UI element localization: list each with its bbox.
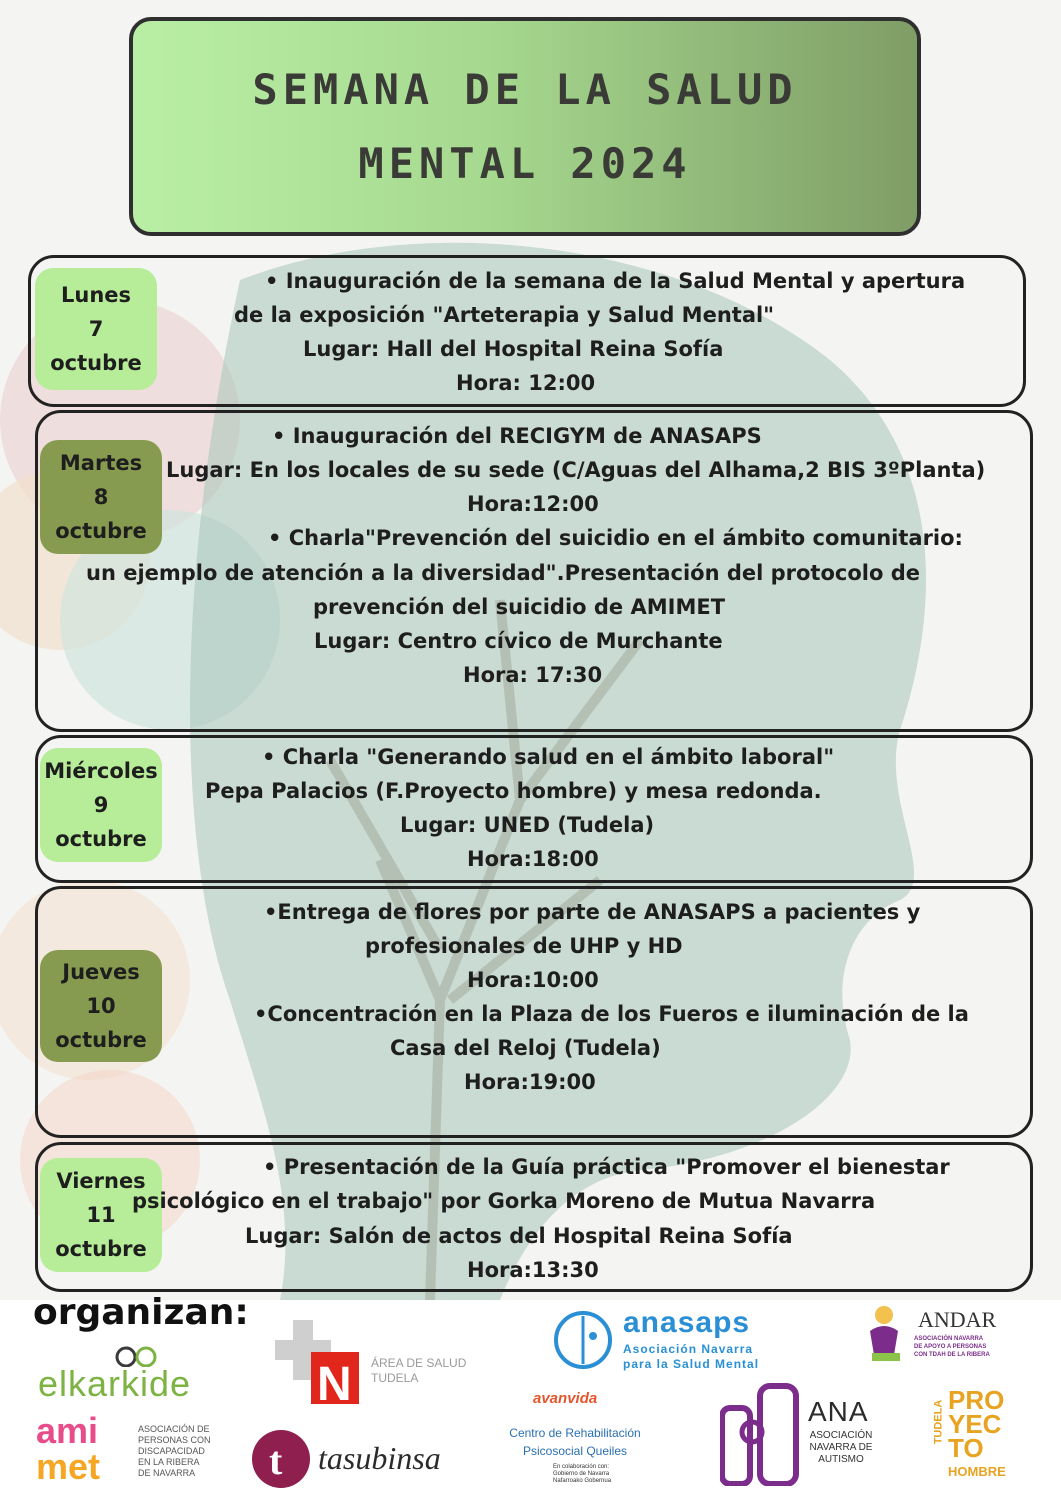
event-line: Hora: 17:30 [463,663,603,687]
anasaps-name: anasaps [623,1306,751,1339]
queiles-line: Psicosocial Queiles [522,1444,628,1458]
day-month: octubre [55,1237,147,1261]
andar-logo [862,1303,1012,1365]
day-number: 9 [93,793,109,817]
amimet-desc-line: EN LA RIBERA [138,1457,200,1467]
avanvida-name: avanvida [533,1390,598,1407]
proyecto-line: YEC [948,1409,1002,1439]
event-line: Pepa Palacios (F.Proyecto hombre) y mesa redonda. [205,779,822,803]
ana-desc [806,1430,876,1466]
govt-line: En colaboración con: [553,1464,610,1470]
andar-desc-line: CON TDAH DE LA RIBERA [914,1352,990,1358]
event-line: Hora:13:30 [467,1258,599,1282]
event-line: Lugar: Salón de actos del Hospital Reina Sofía [245,1224,793,1248]
proyecto-side: TUDELA [932,1399,945,1445]
title-banner [129,17,921,236]
ana-name: ANA [808,1396,869,1427]
area-salud-line: ÁREA DE SALUD [371,1356,467,1370]
event-line: Casa del Reloj (Tudela) [390,1036,661,1060]
svg-text:N: N [317,1358,352,1410]
andar-desc-line: DE APOYO A PERSONAS [914,1344,987,1350]
red-cross-icon [275,1320,365,1410]
event-line: • Charla "Generando salud en el ámbito laboral" [262,745,835,769]
event-line: Lugar: Centro cívico de Murchante [314,629,723,653]
event-line: Hora:12:00 [467,492,599,516]
elkarkide-logo [38,1345,228,1405]
proyecto-line: TO [948,1433,984,1463]
amimet-desc-line: DISCAPACIDAD [138,1446,205,1456]
event-line: Hora:10:00 [467,968,599,992]
day-badge-monday [35,268,157,390]
day-name: Jueves [62,960,140,984]
amimet-top: ami [36,1410,99,1451]
day-number: 11 [86,1203,116,1227]
day-badge-tuesday [40,440,162,554]
tasubinsa-logo [250,1428,470,1490]
amimet-bottom: met [36,1446,101,1487]
elkarkide-name: elkarkide [38,1363,192,1404]
day-month: octubre [55,827,147,851]
ana-desc-line: AUTISMO [818,1454,864,1465]
event-line: • Inauguración del RECIGYM de ANASAPS [272,424,762,448]
organizers-label: organizan: [33,1292,249,1333]
event-line: prevención del suicidio de AMIMET [313,595,726,619]
event-line: de la exposición "Arteterapia y Salud Mental" [234,303,775,327]
day-badge-wednesday [40,748,162,862]
area-salud-text [371,1356,466,1386]
day-name: Martes [59,451,143,475]
amimet-logo [36,1410,236,1490]
event-line: • Presentación de la Guía práctica "Promover el bienestar [263,1155,950,1179]
area-salud-logo [275,1320,495,1410]
tasubinsa-name: tasubinsa [318,1440,441,1476]
day-number: 8 [93,485,109,509]
amimet-desc-line: DE NAVARRA [138,1468,196,1478]
proyecto-hombre-logo [932,1385,1022,1490]
event-line: Lugar: Hall del Hospital Reina Sofía [303,337,724,361]
event-line: • Charla"Prevención del suicidio en el ámbito comunitario: [268,526,963,550]
queiles-text [495,1424,655,1460]
andar-desc-line: ASOCIACIÓN NAVARRA [914,1336,984,1342]
anasaps-face-icon [553,1310,613,1370]
anasaps-sub2: para la Salud Mental [623,1357,760,1371]
govt-line: Gobierno de Navarra [553,1471,610,1477]
event-line: psicológico en el trabajo" por Gorka Moreno de Mutua Navarra [132,1189,876,1213]
tasubinsa-emblem-icon [250,1428,312,1490]
amimet-desc-line: ASOCIACIÓN DE [138,1424,210,1434]
day-name: Miércoles [44,759,158,783]
proyecto-hombre-text: HOMBRE [948,1464,1006,1479]
day-number: 10 [86,994,116,1018]
event-line: Lugar: UNED (Tudela) [400,813,655,837]
event-line: • Inauguración de la semana de la Salud Mental y apertura [265,269,966,293]
andar-name: ANDAR [918,1307,997,1332]
queiles-line: Centro de Rehabilitación [509,1426,641,1440]
event-line: •Entrega de flores por parte de ANASAPS a pacientes y [264,900,921,924]
ana-desc-line: NAVARRA DE [809,1442,873,1453]
anasaps-sub1: Asociación Navarra [623,1342,754,1356]
event-line: un ejemplo de atención a la diversidad".Presentación del protocolo de [86,561,920,585]
ana-family-icon [720,1378,800,1486]
event-line: profesionales de UHP y HD [365,934,683,958]
andar-figure-icon [862,1303,910,1363]
amimet-desc-line: PERSONAS CON [138,1435,211,1445]
andar-desc [914,1335,990,1359]
queiles-logo [495,1390,660,1490]
proyecto-line: PRO [948,1385,1005,1415]
event-line: Hora:19:00 [464,1070,596,1094]
amimet-desc [138,1424,211,1479]
title-line-2: MENTAL 2024 [358,138,692,188]
event-line: Lugar: En los locales de su sede (C/Aguas del Alhama,2 BIS 3ºPlanta) [166,458,986,482]
day-number: 7 [88,317,104,341]
day-month: octubre [50,351,142,375]
area-salud-line: TUDELA [371,1371,419,1385]
day-month: octubre [55,1028,147,1052]
ana-desc-line: ASOCIACIÓN [809,1430,873,1441]
ana-logo [720,1378,890,1488]
svg-text:t: t [269,1438,283,1483]
day-badge-thursday [40,950,162,1062]
event-line: Hora: 12:00 [456,371,596,395]
proyecto-words [948,1385,1005,1463]
govt-text [553,1464,611,1485]
day-name: Lunes [60,283,132,307]
day-month: octubre [55,519,147,543]
day-name: Viernes [56,1169,146,1193]
govt-line: Nafarroako Gobernua [553,1478,612,1484]
title-line-1: SEMANA DE LA SALUD [252,64,798,114]
anasaps-logo [553,1306,793,1372]
event-line: •Concentración en la Plaza de los Fueros e iluminación de la [254,1002,969,1026]
event-line: Hora:18:00 [467,847,599,871]
